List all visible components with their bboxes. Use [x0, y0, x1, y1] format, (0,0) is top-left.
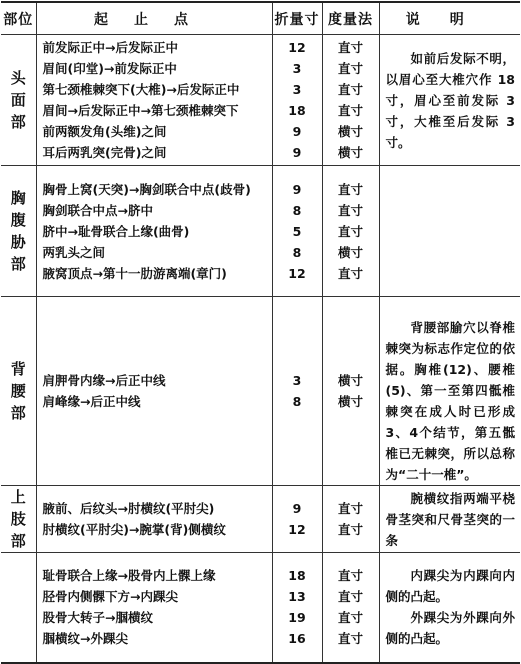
measure-method: 直寸 [337, 589, 363, 605]
cun-value: 3 [292, 82, 302, 97]
measure-method: 横寸 [337, 394, 363, 409]
measure-method: 直寸 [337, 223, 363, 239]
cun-value: 18 [288, 568, 306, 584]
section-row [1, 166, 520, 297]
measure-method: 直寸 [337, 568, 363, 584]
start-end-points-cell [36, 166, 272, 297]
cun-value: 5 [292, 223, 302, 239]
header-part: 部位 [1, 2, 36, 35]
part-char: 腹 [10, 211, 26, 229]
start-end-points: 腋窝顶点→第十一肋游离端(章门) [42, 265, 227, 281]
section-row [1, 553, 520, 663]
section-row [1, 297, 520, 486]
header-cun: 折量寸 [272, 2, 322, 35]
cun-value: 9 [292, 181, 302, 197]
cun-value-cell [272, 166, 322, 297]
measure-method: 直寸 [337, 181, 363, 197]
cun-value-cell [272, 486, 322, 553]
part-char: 部 [10, 113, 26, 131]
cun-value: 8 [292, 244, 302, 260]
part-char: 胸 [10, 189, 26, 207]
cun-value: 12 [288, 522, 306, 537]
note-cell [379, 35, 520, 166]
measure-method-cell [322, 166, 379, 297]
cun-value: 3 [292, 373, 302, 388]
start-end-points: 前发际正中→后发际正中 [42, 40, 178, 55]
cun-value: 3 [292, 61, 302, 76]
part-char: 肢 [10, 510, 26, 528]
measure-method-cell [322, 553, 379, 663]
start-end-points: 肩胛骨内缘→后正中线 [42, 373, 166, 388]
part-char: 背 [10, 360, 26, 378]
part-char: 面 [10, 91, 26, 109]
start-end-points: 眉间(印堂)→前发际正中 [42, 61, 177, 76]
measure-method: 直寸 [337, 522, 363, 537]
note-cell [379, 486, 520, 553]
start-end-points: 肘横纹(平肘尖)→腕掌(背)侧横纹 [42, 522, 226, 537]
section-part-label [1, 166, 36, 297]
measure-method: 横寸 [337, 373, 363, 388]
measure-method: 直寸 [337, 61, 363, 76]
start-end-points: 前两额发角(头维)之间 [42, 124, 167, 139]
cun-value: 12 [288, 40, 306, 55]
part-char: 部 [10, 532, 26, 550]
note-text: 外踝尖为外踝向外侧的凸起。 [385, 610, 515, 647]
part-char: 腰 [10, 382, 26, 400]
start-end-points: 胫骨内侧髁下方→内踝尖 [42, 589, 178, 605]
start-end-points: 腘横纹→外踝尖 [42, 631, 128, 647]
cun-value-cell [272, 35, 322, 166]
start-end-points: 胸骨上窝(天突)→胸剑联合中点(歧骨) [42, 181, 251, 197]
part-char: 部 [10, 255, 26, 273]
note-text: 腕横纹指两端平桡骨茎突和尺骨茎突的一条 [385, 490, 515, 548]
cun-value: 16 [288, 631, 306, 647]
start-end-points: 肩峰缘→后正中线 [42, 394, 141, 409]
measure-method: 直寸 [337, 610, 363, 626]
measure-method: 横寸 [337, 124, 363, 139]
start-end-points: 耳后两乳突(完骨)之间 [42, 145, 167, 160]
cun-value: 9 [292, 501, 302, 516]
measure-method: 横寸 [337, 145, 363, 160]
measure-method-cell [322, 35, 379, 166]
section-part-label [1, 553, 36, 663]
note-text: 背腰部腧穴以脊椎棘突为标志作定位的依据。胸椎(12)、腰椎(5)、第一至第四骶椎棘突在成人时已形成3、4个结节，第五骶椎已无棘突，所以总称为“二十一椎”。 [385, 320, 515, 482]
header-row [1, 2, 520, 35]
header-points: 起止点 [36, 2, 272, 35]
start-end-points-cell [36, 35, 272, 166]
acupoint-measurement-table [1, 1, 520, 647]
start-end-points-cell [36, 297, 272, 486]
section-part-label [1, 297, 36, 486]
note-cell [379, 553, 520, 663]
note-cell [379, 297, 520, 486]
start-end-points: 第七颈椎棘突下(大椎)→后发际正中 [42, 82, 240, 97]
section-row [1, 486, 520, 553]
section-part-label [1, 35, 36, 166]
cun-value: 18 [288, 103, 306, 118]
measure-method: 直寸 [337, 631, 363, 647]
part-char: 胁 [10, 233, 26, 251]
cun-value: 19 [288, 610, 306, 626]
cun-value: 8 [292, 202, 302, 218]
cun-value: 9 [292, 124, 302, 139]
part-char: 上 [10, 488, 26, 506]
bone-proportional-cun-table [1, 1, 520, 664]
cun-value: 9 [292, 145, 302, 160]
start-end-points: 眉间→后发际正中→第七颈椎棘突下 [42, 103, 239, 118]
measure-method-cell [322, 297, 379, 486]
measure-method: 直寸 [337, 265, 363, 281]
start-end-points: 两乳头之间 [42, 244, 106, 260]
start-end-points: 耻骨联合上缘→股骨内上髁上缘 [42, 568, 216, 584]
measure-method: 直寸 [337, 40, 363, 55]
section-part-label [1, 486, 36, 553]
cun-value-cell [272, 553, 322, 663]
cun-value: 12 [288, 265, 306, 281]
measure-method: 横寸 [337, 244, 363, 260]
start-end-points-cell [36, 486, 272, 553]
measure-method: 直寸 [337, 103, 363, 118]
cun-value-cell [272, 297, 322, 486]
cun-value: 8 [292, 394, 302, 409]
section-row [1, 35, 520, 166]
header-note: 说明 [379, 2, 520, 35]
measure-method: 直寸 [337, 202, 363, 218]
header-method: 度量法 [322, 2, 379, 35]
measure-method: 直寸 [337, 82, 363, 97]
start-end-points-cell [36, 553, 272, 663]
start-end-points: 股骨大转子→腘横纹 [42, 610, 153, 626]
note-text: 如前后发际不明，以眉心至大椎穴作 18 寸，眉心至前发际 3 寸，大椎至后发际 3 寸。 [385, 50, 515, 150]
measure-method: 直寸 [337, 501, 363, 516]
part-char: 部 [10, 404, 26, 422]
part-char: 头 [10, 69, 26, 87]
note-text: 内踝尖为内踝向内侧的凸起。 [385, 568, 515, 605]
start-end-points: 腋前、后纹头→肘横纹(平肘尖) [42, 501, 215, 516]
cun-value: 13 [288, 589, 306, 605]
note-cell [379, 166, 520, 297]
start-end-points: 胸剑联合中点→脐中 [42, 202, 153, 218]
start-end-points: 脐中→耻骨联合上缘(曲骨) [42, 223, 190, 239]
measure-method-cell [322, 486, 379, 553]
